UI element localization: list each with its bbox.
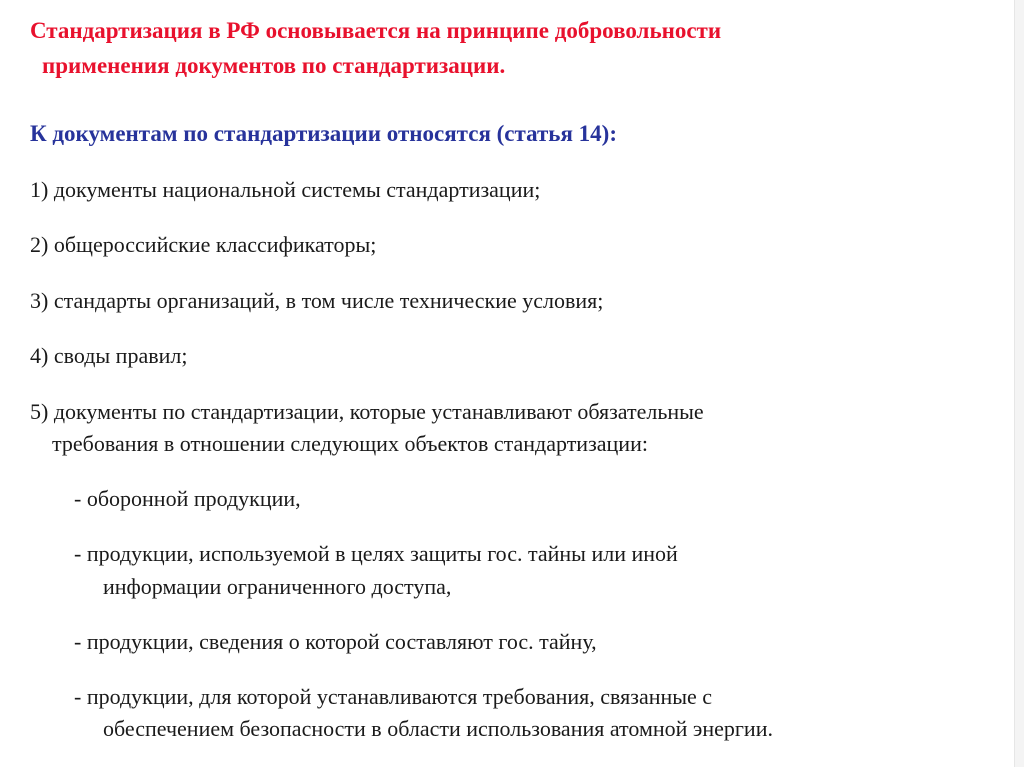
sub-item-2-line-2: информации ограниченного доступа, xyxy=(103,574,452,599)
sub-item-4-line-2: обеспечением безопасности в области использования атомной энергии. xyxy=(103,716,773,741)
sub-item-4-line-1: - продукции, для которой устанавливаются требования, связанные с xyxy=(74,684,713,709)
sub-item-1: - оборонной продукции, xyxy=(74,486,301,511)
heading-line-1: Стандартизация в РФ основывается на принципе добровольности xyxy=(30,18,722,43)
list-item-2: 2) общероссийские классификаторы; xyxy=(30,232,377,257)
scrollbar[interactable] xyxy=(1014,0,1024,767)
list-item-1: 1) документы национальной системы стандартизации; xyxy=(30,177,541,202)
list-item-5-line-1: 5) документы по стандартизации, которые устанавливают обязательные xyxy=(30,399,704,424)
heading-line-2: применения документов по стандартизации. xyxy=(42,53,506,78)
sub-item-2-line-1: - продукции, используемой в целях защиты гос. тайны или иной xyxy=(74,541,678,566)
list-item-4: 4) своды правил; xyxy=(30,343,188,368)
list-item-3: 3) стандарты организаций, в том числе технические условия; xyxy=(30,288,604,313)
sub-item-3: - продукции, сведения о которой составляют гос. тайну, xyxy=(74,629,597,654)
subheading: К документам по стандартизации относятся (статья 14): xyxy=(30,121,617,146)
list-item-5-line-2: требования в отношении следующих объектов стандартизации: xyxy=(52,431,648,456)
